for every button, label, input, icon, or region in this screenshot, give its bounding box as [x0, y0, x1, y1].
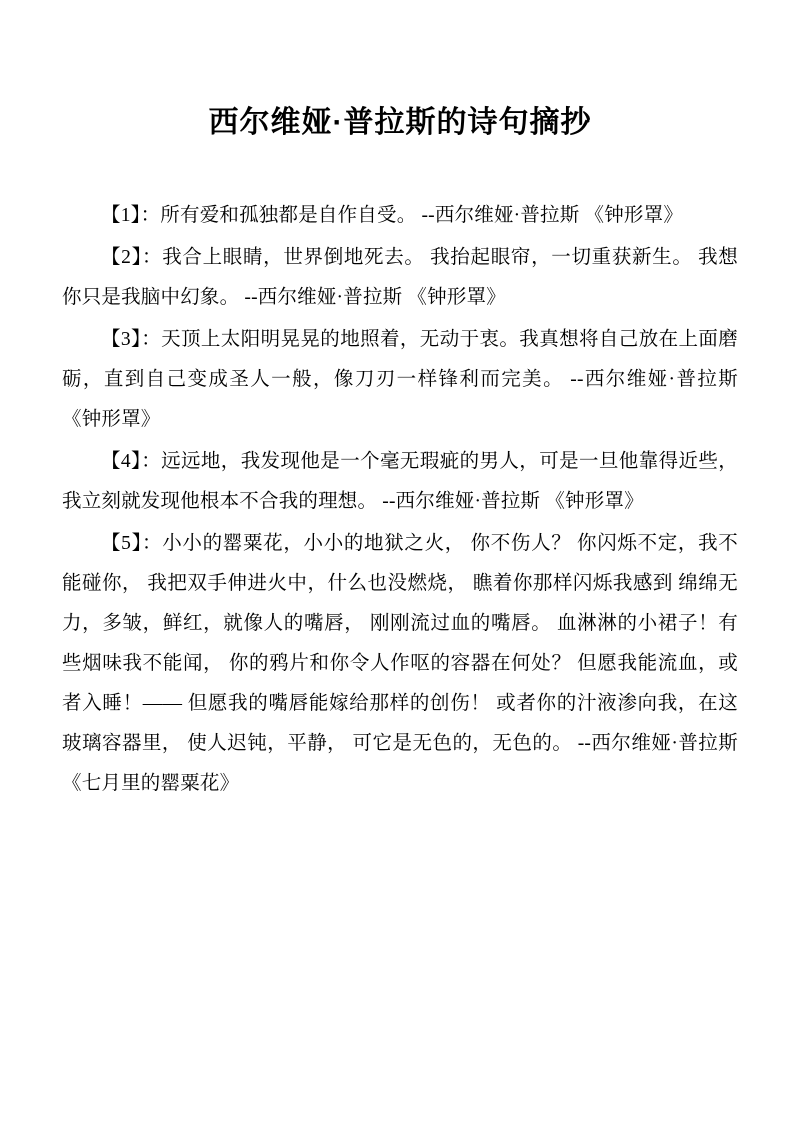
page-title: 西尔维娅·普拉斯的诗句摘抄 [208, 106, 592, 139]
document-body [62, 196, 738, 804]
quote-paragraph-2: 【2】：我合上眼睛，世界倒地死去。 我抬起眼帘，一切重获新生。 我想你只是我脑中幻象。 --西尔维娅·普拉斯 《钟形罩》 [62, 246, 738, 308]
quote-paragraph-3: 【3】：天顶上太阳明晃晃的地照着，无动于衷。我真想将自己放在上面磨砺，直到自己变成圣人一般，像刀刃一样锋利而完美。 --西尔维娅·普拉斯 《钟形罩》 [62, 328, 738, 430]
quote-paragraph-1: 【1】：所有爱和孤独都是自作自受。 --西尔维娅·普拉斯 《钟形罩》 [101, 205, 684, 226]
quote-paragraph-4: 【4】：远远地，我发现他是一个毫无瑕疵的男人，可是一旦他靠得近些，我立刻就发现他根本不合我的理想。 --西尔维娅·普拉斯 《钟形罩》 [62, 450, 738, 512]
quote-paragraph-5: 【5】：小小的罂粟花，小小的地狱之火， 你不伤人？ 你闪烁不定，我不能碰你， 我把双手伸进火中，什么也没燃烧， 瞧着你那样闪烁我感到 绵绵无力，多皱，鲜红，就像人的嘴唇， 刚刚流过血的嘴唇。 血淋淋的小裙子！有些烟味我不能闻， 你的鸦片和你令人作呕的容器在何处？ 但愿我能流血，或者入睡！—— 但愿我的嘴唇能嫁给那样的创伤！ 或者你的汁液渗向我，在这玻璃容器里， 使人迟钝，平静， 可它是无色的，无色的。 --西尔维娅·普拉斯 《七月里的罂粟花》 [62, 532, 738, 794]
